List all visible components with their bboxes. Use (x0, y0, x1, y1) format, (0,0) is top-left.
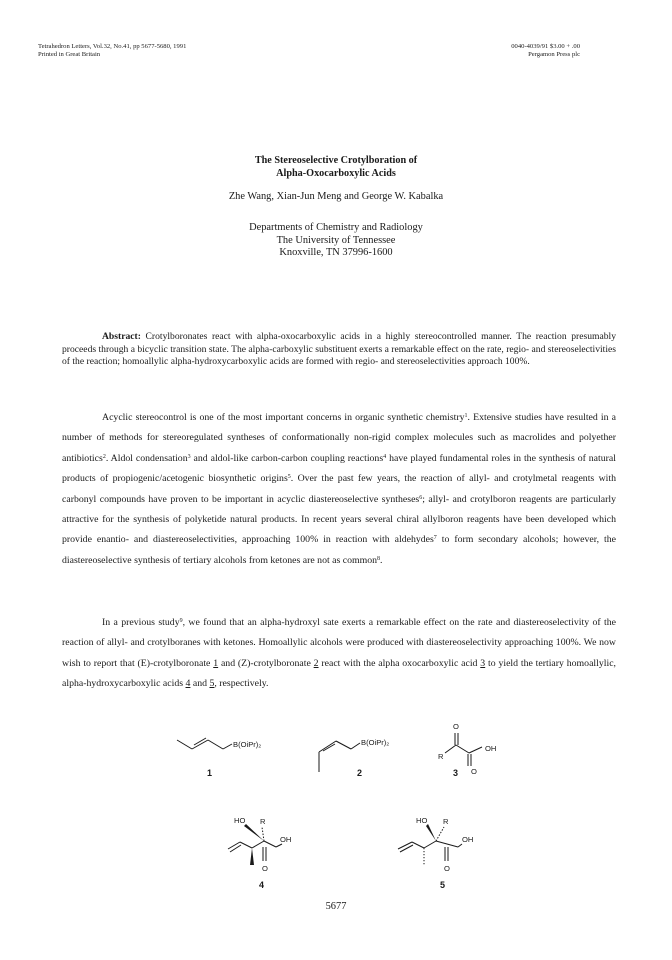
text-span: and aldol-like carbon-carbon coupling reactions (190, 452, 384, 464)
affiliation (0, 222, 672, 260)
r-group-text: R (260, 817, 266, 826)
compound-ref: 2 (313, 657, 319, 669)
compound-label-1: 1 (207, 768, 213, 778)
text-span: react with the alpha oxocarboxylic acid (318, 657, 481, 669)
title-line-1: The Stereoselective Crotylboration of (254, 155, 418, 166)
text-span: to form secondary alcohols; however, the diastereoselective synthesis of tertiary alcohols from ketones are not as common (62, 534, 616, 566)
compound-ref: 4 (185, 678, 191, 690)
text-span: In a previous study (102, 617, 180, 628)
oxygen-text: O (262, 864, 268, 873)
text-span: have played fundamental roles in the synthesis of natural products of propiogenic/acetogenic biosynthetic origins (62, 452, 616, 485)
reference-superscript: 2 (102, 453, 106, 460)
text-span: and (Z)-crotylboronate (218, 657, 314, 669)
affiliation-line-1: Departments of Chemistry and Radiology (249, 222, 423, 233)
authors: Zhe Wang, Xian-Jun Meng and George W. Kabalka (228, 191, 444, 202)
compound-label-5: 5 (440, 880, 446, 890)
journal-citation: Tetrahedron Letters, Vol.32, No.41, pp 5677-5680, 1991 (38, 43, 187, 50)
compound-ref: 3 (480, 657, 486, 669)
abstract-label: Abstract: (102, 331, 141, 342)
structure-2-drawing (316, 728, 436, 778)
hydroxy-text: HO (234, 816, 246, 825)
structure-4-drawing (226, 813, 326, 873)
affiliation-line-3: Knoxville, TN 37996-1600 (279, 247, 393, 259)
printed-in: Printed in Great Britain (38, 51, 101, 59)
structure-4 (226, 813, 326, 873)
text-span: . Extensive studies have resulted in a number of methods for stereoregulated syntheses of conformationally non-rigid complex molecules such as macrolides and polyether antibiotics (62, 412, 616, 464)
affiliation-line-2: The University of Tennessee (276, 234, 396, 246)
reference-superscript: 4 (383, 453, 387, 460)
text-span: . (380, 554, 383, 566)
running-header-left (38, 43, 186, 60)
body-paragraph-2 (62, 613, 616, 695)
running-header-right (511, 43, 580, 60)
compound-label-4: 4 (259, 880, 265, 890)
compound-label-3: 3 (453, 768, 459, 778)
oxygen-text: O (453, 722, 459, 731)
paper-title (0, 155, 672, 181)
compound-label-2: 2 (357, 768, 363, 778)
text-span: to yield the tertiary homoallylic, alpha-hydroxycarboxylic acids (62, 657, 616, 690)
text-span: , respectively. (214, 678, 269, 690)
boronate-group-text: B(OiPr)₂ (233, 740, 262, 749)
abstract (62, 331, 616, 369)
compound-ref: 1 (213, 657, 219, 669)
oxygen-text: O (471, 767, 477, 776)
r-group-text: R (443, 817, 449, 826)
text-span: . Aldol condensation (105, 452, 188, 464)
boronate-group-text: B(OiPr)₂ (361, 738, 390, 747)
structure-5-drawing (394, 813, 494, 873)
text-span: and (190, 678, 210, 690)
structure-5 (394, 813, 494, 873)
text-span: ; allyl- and crotylboron reagents are particularly attractive for the synthesis of polyketide natural products. In recent years several chiral allylboron reagents have been developed which provide enantio- and diastereoselectivities, approaching 100% in reaction with aldehydes (62, 493, 616, 546)
hydroxyl-text: OH (462, 835, 474, 844)
reference-superscript: 9 (179, 618, 183, 624)
reference-superscript: 7 (433, 535, 437, 542)
reference-superscript: 6 (419, 494, 423, 501)
reference-superscript: 1 (464, 413, 468, 419)
publisher: Pergamon Press plc (528, 51, 580, 59)
structure-2 (316, 728, 436, 778)
abstract-text: Crotylboronates react with alpha-oxocarboxylic acids in a highly stereocontrolled manner. The reaction presumably proceeds through a bicyclic transition state. The alpha-carboxylic substituent exerts a remarkable effect on the rate, regio- and stereoselectivities of the reaction; homoallylic alpha-hydroxycarboxylic acids are formed with regio- and stereoselectivities approach 100%. (62, 331, 617, 368)
hydroxy-text: HO (416, 816, 428, 825)
hydroxyl-text: OH (280, 835, 292, 844)
reference-superscript: 3 (187, 453, 191, 460)
compound-ref: 5 (209, 678, 215, 690)
reference-superscript: 5 (287, 474, 291, 481)
text-span: , we found that an alpha-hydroxyl sate exerts a remarkable effect on the rate and diastereoselectivity of the reaction of allyl- and crotylboranes with ketones. Homoallylic alcohols were produced with diastereoselectivity approaching 100%. We now wish to report that (E)-crotylboronate (62, 617, 616, 669)
oxygen-text: O (444, 864, 450, 873)
body-paragraph-1 (62, 408, 616, 571)
page-number: 5677 (325, 901, 347, 912)
structure-1 (175, 732, 295, 762)
text-span: . Over the past few years, the reaction of allyl- and crotylmetal reagents with carbonyl compounds have proven to be important in acyclic diastereoselective syntheses (62, 473, 616, 505)
structure-1-drawing (175, 732, 295, 762)
title-line-2: Alpha-Oxocarboxylic Acids (276, 167, 396, 179)
text-span: Acyclic stereocontrol is one of the most important concerns in organic synthetic chemistry (102, 412, 465, 423)
hydroxyl-text: OH (485, 744, 497, 753)
reference-superscript: 8 (377, 555, 381, 562)
article-code: 0040-4039/91 $3.00 + .00 (511, 43, 580, 50)
r-group-text: R (438, 752, 444, 761)
